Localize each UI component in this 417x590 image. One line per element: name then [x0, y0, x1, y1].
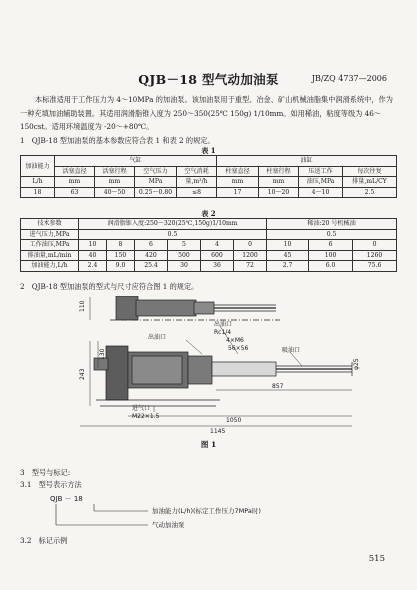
t2-cell: 0 [234, 240, 267, 251]
table-row [21, 187, 397, 198]
label-outlet: 出油口 [214, 321, 233, 328]
t1-oil-col: 柱塞行程 [259, 166, 299, 177]
t2-cell: 10 [267, 240, 309, 251]
t2-cell: 0 [353, 240, 397, 251]
dim-130: 130 [99, 348, 106, 360]
t2-cell: 40 [79, 250, 107, 261]
section-3-2-heading: 3.2 标记示例 [20, 536, 68, 545]
t2-cell: 25.4 [135, 261, 168, 272]
t2-row-label: 工作油压,MPa [21, 240, 79, 251]
t1-air-unit: 量,m³/h [177, 177, 217, 188]
top-view [110, 296, 280, 320]
section-1-text: 1 QJB-18 型加油泵的基本参数应符合表 1 和表 2 的规定。 [20, 136, 215, 145]
t2-cell: 0.5 [267, 229, 397, 240]
t2-cell: 2.7 [267, 261, 309, 272]
t2-cell: 9.0 [107, 261, 135, 272]
t1-cell: 2.5 [343, 187, 397, 198]
t1-cell: 18 [21, 187, 55, 198]
notation-capacity: 加油能力(L/h)(标定工作压力7MPa时) [152, 507, 261, 515]
label-outlet-thread: Rc1/4 [214, 329, 232, 336]
t2-cell: 0.5 [79, 229, 267, 240]
section-3-heading: 3 型号与标记: [20, 468, 71, 477]
t1-capacity-header: 加油能力 [21, 156, 55, 177]
t1-cell: 40～50 [95, 187, 135, 198]
label-flange: 56×56 [228, 345, 249, 352]
t2-cell: 1200 [234, 250, 267, 261]
page-title: QJB－18 型气动加油泵 [138, 72, 279, 87]
dim-1145: 1145 [210, 428, 226, 434]
t2-head-label: 技术参数 [21, 219, 79, 230]
t1-capacity-unit: L/h [21, 177, 55, 188]
t1-air-unit: mm [95, 177, 135, 188]
t1-oil-group: 油缸 [217, 156, 397, 167]
t1-oil-unit: 油压,MPa [299, 177, 343, 188]
t2-cell: 30 [168, 261, 201, 272]
standard-number: JB/ZQ 4737—2006 [311, 74, 387, 83]
section-3-1-heading: 3.1 型号表示方法 [20, 480, 82, 489]
t2-cell: 5 [168, 240, 201, 251]
front-view [94, 346, 352, 406]
t2-row-label: 进气压力,MPa [21, 229, 79, 240]
t1-air-col: 活塞行程 [95, 166, 135, 177]
notation-leaders [56, 504, 148, 525]
dim-243: 243 [79, 368, 86, 380]
t1-cell: 0.25～0.80 [135, 187, 177, 198]
t2-cell: 4 [201, 240, 234, 251]
t2-cell: 36 [201, 261, 234, 272]
t1-oil-col: 每次往复 [343, 166, 397, 177]
t2-cell: 75.6 [353, 261, 397, 272]
t2-cell: 100 [309, 250, 353, 261]
t1-air-unit: MPa [135, 177, 177, 188]
label-outlet-2: 出油口 [148, 334, 167, 341]
t2-cell: 10 [79, 240, 107, 251]
t2-cell: 420 [135, 250, 168, 261]
t1-air-group: 气缸 [55, 156, 217, 167]
t1-air-unit: mm [55, 177, 95, 188]
t1-air-col: 空气消耗 [177, 166, 217, 177]
page-number: 515 [368, 554, 385, 564]
table-row [21, 229, 397, 240]
t2-row-label: 加油能力,L/h [21, 261, 79, 272]
t1-air-col: 空气压力 [135, 166, 177, 177]
label-bolts: 4×M6 [226, 337, 244, 344]
table-2 [20, 218, 397, 272]
t1-cell: 17 [217, 187, 259, 198]
t2-row-label: 排油量,mL/min [21, 250, 79, 261]
t1-oil-unit: mm [259, 177, 299, 188]
t2-cell: 150 [107, 250, 135, 261]
label-air-inlet: 进气口 [132, 405, 151, 412]
t1-oil-unit: mm [217, 177, 259, 188]
dim-857: 857 [272, 383, 284, 390]
dim-1050: 1050 [226, 417, 242, 424]
dim-25: φ25 [353, 358, 360, 370]
t2-cell: 2.4 [79, 261, 107, 272]
dim-110: 110 [79, 300, 86, 312]
label-suction: 吸油口 [282, 347, 301, 354]
t2-cell: 6.0 [309, 261, 353, 272]
intro-paragraph: 本标准适用于工作压力为 4～10MPa 的加油泵。该加油泵用于重型、冶金、矿山机械油脂集中润滑系统中，作为一种充填加油辅助装置。其适用润滑脂锥入度为 250～350(25℃ 150g) 1/10mm。如用稀油，粘度等级为 46～150cst。适用环境温度为 -20～+80℃。 [20, 95, 393, 132]
label-air-thread: M22×1.5 [132, 413, 160, 420]
t1-oil-unit: 排量,mL/CY [343, 177, 397, 188]
t2-cell: 1260 [353, 250, 397, 261]
t2-cell: 45 [267, 250, 309, 261]
t1-cell: ≤8 [177, 187, 217, 198]
t2-cell: 6 [135, 240, 168, 251]
t2-cell: 600 [201, 250, 234, 261]
t1-cell: 63 [55, 187, 95, 198]
t1-oil-col: 柱塞直径 [217, 166, 259, 177]
t1-cell: 10～20 [259, 187, 299, 198]
notation-code: QJB － 18 [50, 495, 83, 503]
table-1-caption: 表 1 [201, 146, 216, 155]
t2-cell: 6 [309, 240, 353, 251]
section-2-text: 2 QJB-18 型加油泵的型式与尺寸应符合图 1 的规定。 [20, 282, 199, 291]
t1-air-col: 活塞直径 [55, 166, 95, 177]
table-row [21, 240, 397, 251]
table-row [21, 250, 397, 261]
t2-cell: 72 [234, 261, 267, 272]
t1-oil-col: 压送工作 [299, 166, 343, 177]
t2-cell: 8 [107, 240, 135, 251]
pump-drawing [20, 296, 396, 434]
table-2-caption: 表 2 [201, 209, 216, 218]
t2-grease-header: 润滑脂锥入度:250～320(25℃,150g)1/10mm [79, 219, 267, 230]
figure-caption: 图 1 [200, 440, 217, 449]
t2-cell: 500 [168, 250, 201, 261]
notation-pump-type: 气动加油泵 [152, 521, 185, 529]
t1-cell: 4～10 [299, 187, 343, 198]
table-1 [20, 155, 397, 198]
t2-oil-header: 稀油:20 号机械油 [267, 219, 397, 230]
table-row [21, 261, 397, 272]
